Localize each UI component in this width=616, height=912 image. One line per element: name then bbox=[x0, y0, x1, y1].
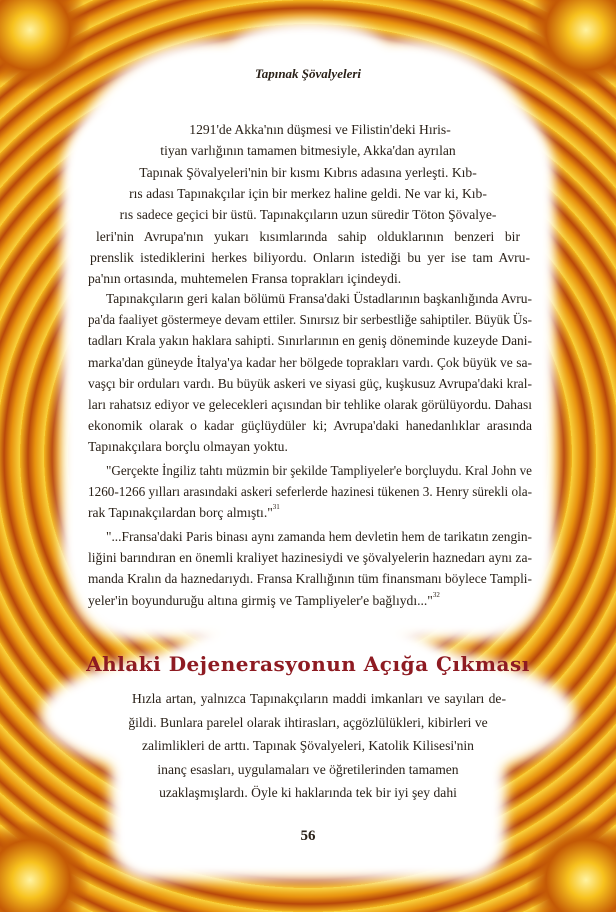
text-line-content: leri'nin Avrupa'nın yukarı kısımlarında sahip olduklarının benzeri bir bbox=[96, 228, 520, 244]
text-line bbox=[88, 547, 532, 568]
text-line bbox=[88, 590, 532, 611]
text-line-content: 1260-1266 yılları arasındaki askeri seferlerde hazinesi tükenen 3. Henry sürekli ola- bbox=[88, 484, 532, 500]
section-heading: Ahlaki Dejenerasyonun Açığa Çıkması bbox=[86, 652, 530, 676]
text-line bbox=[88, 309, 532, 330]
text-line-content: ekonomik olarak o kadar güçlüydüler ki; Avrupa'daki hanedanlıklar arasında bbox=[88, 418, 532, 434]
text-line-content: Tapınak Şövalyeleri'nin bir kısmı Kıbrıs adasına yerleşti. Kıb- bbox=[139, 164, 477, 180]
text-line bbox=[88, 394, 532, 415]
text-line-content: liğini barındıran en önemli kraliyet hazinesiydi ve şövalyelerin haznedarı aynı za- bbox=[88, 550, 532, 566]
text-line-content: tiyan varlığının tamamen bitmesiyle, Akka'dan ayrılan bbox=[160, 143, 456, 159]
text-line-content: prenslik istediklerini herkes biliyordu. Onların istediği bu yer ise tam Avru- bbox=[90, 249, 530, 265]
text-line bbox=[88, 436, 532, 457]
footnote-ref: 31 bbox=[272, 503, 280, 512]
text-line-content: Hızla artan, yalnızca Tapınakçıların maddi imkanları ve sayıları de- bbox=[132, 691, 506, 706]
text-line-content: pa'nın ortasında, muhtemelen Fransa toprakları içindeydi. bbox=[88, 271, 402, 287]
text-line bbox=[136, 162, 480, 183]
text-line-content: ları rahatsız ediyor ve gelecekleri açısından bir tehlike olarak görülüyordu. Dahası bbox=[88, 397, 532, 412]
text-line bbox=[96, 226, 520, 247]
text-line bbox=[106, 288, 532, 309]
text-line-content: ğildi. Bunlara parelel olarak ihtirasları, açgözlülükleri, kibirleri ve bbox=[128, 714, 488, 730]
text-line bbox=[88, 481, 532, 502]
text-line bbox=[88, 415, 532, 436]
text-line-content: rıs adası Tapınakçılar için bir merkez haline geldi. Ne var ki, Kıb- bbox=[129, 185, 487, 201]
text-line-content: zalimlikleri de arttı. Tapınak Şövalyeleri, Katolik Kilisesi'nin bbox=[142, 738, 474, 753]
text-line-content: rak Tapınakçılardan borç almıştı." bbox=[88, 505, 273, 521]
text-line bbox=[88, 268, 528, 289]
text-line-content: pa'da faaliyet göstermeye devam ettiler. Sınırsız bir serbestliğe sahiptiler. Büyük Üs- bbox=[88, 312, 532, 328]
text-line bbox=[88, 568, 532, 589]
text-line bbox=[118, 782, 498, 803]
text-line bbox=[106, 460, 532, 481]
text-line bbox=[118, 183, 498, 204]
footnote-ref: 32 bbox=[432, 590, 440, 599]
text-line bbox=[88, 330, 532, 351]
text-line bbox=[118, 759, 498, 780]
text-line-content: 1291'de Akka'nın düşmesi ve Filistin'deki Hıris- bbox=[189, 122, 451, 137]
text-line bbox=[150, 140, 466, 161]
text-line-content: vaşçı bir orduları vardı. Bu büyük askeri ve siyasi güç, kuşkusuz Avrupa'daki kral- bbox=[88, 375, 532, 391]
text-line-content: tadları Krala yakın haklara sahipti. Sınırlarının en geniş döneminde kuzeyde Dani- bbox=[88, 333, 532, 349]
text-line bbox=[90, 247, 530, 268]
text-line-content: yeler'in boyunduruğu altına girmiş ve Tampliyeler'e bağlıydı..." bbox=[88, 592, 433, 608]
text-line bbox=[132, 688, 506, 709]
text-line bbox=[106, 526, 532, 547]
text-line bbox=[104, 204, 512, 225]
text-line-content: inanç esasları, uygulamaları ve öğretilerinden tamamen bbox=[157, 761, 459, 777]
text-line bbox=[118, 735, 498, 756]
text-line bbox=[88, 352, 532, 373]
text-line-content: "Gerçekte İngiliz tahtı müzmin bir şekilde Tampliyeler'e borçluydu. Kral John ve bbox=[106, 463, 532, 478]
page-number: 56 bbox=[300, 828, 316, 844]
text-line-content: rıs sadece geçici bir üstü. Tapınakçıların uzun süredir Töton Şövalye- bbox=[119, 207, 497, 223]
text-line bbox=[88, 373, 532, 394]
text-line-content: "...Fransa'daki Paris binası aynı zamanda hem devletin hem de tarikatın zengin- bbox=[106, 529, 532, 544]
text-line-content: Tapınakçılara borçlu olmayan yoktu. bbox=[88, 439, 288, 455]
text-line bbox=[118, 712, 498, 733]
running-header: Tapınak Şövalyeleri bbox=[254, 66, 362, 81]
text-line-content: manda Kralın da haznedarıydı. Fransa Krallığının tüm finansmanı böylece Tampli- bbox=[88, 571, 532, 587]
text-line-content: Tapınakçıların geri kalan bölümü Fransa'daki Üstadlarının başkanlığında Avru- bbox=[106, 291, 532, 306]
text-line bbox=[176, 119, 464, 140]
text-line-content: marka'dan güneyde İtalya'ya kadar her bölgede toprakları vardı. Çok büyük ve sa- bbox=[88, 354, 532, 370]
text-line bbox=[88, 502, 532, 523]
text-line-content: uzaklaşmışlardı. Öyle ki haklarında tek bir iyi şey dahi bbox=[159, 785, 457, 800]
